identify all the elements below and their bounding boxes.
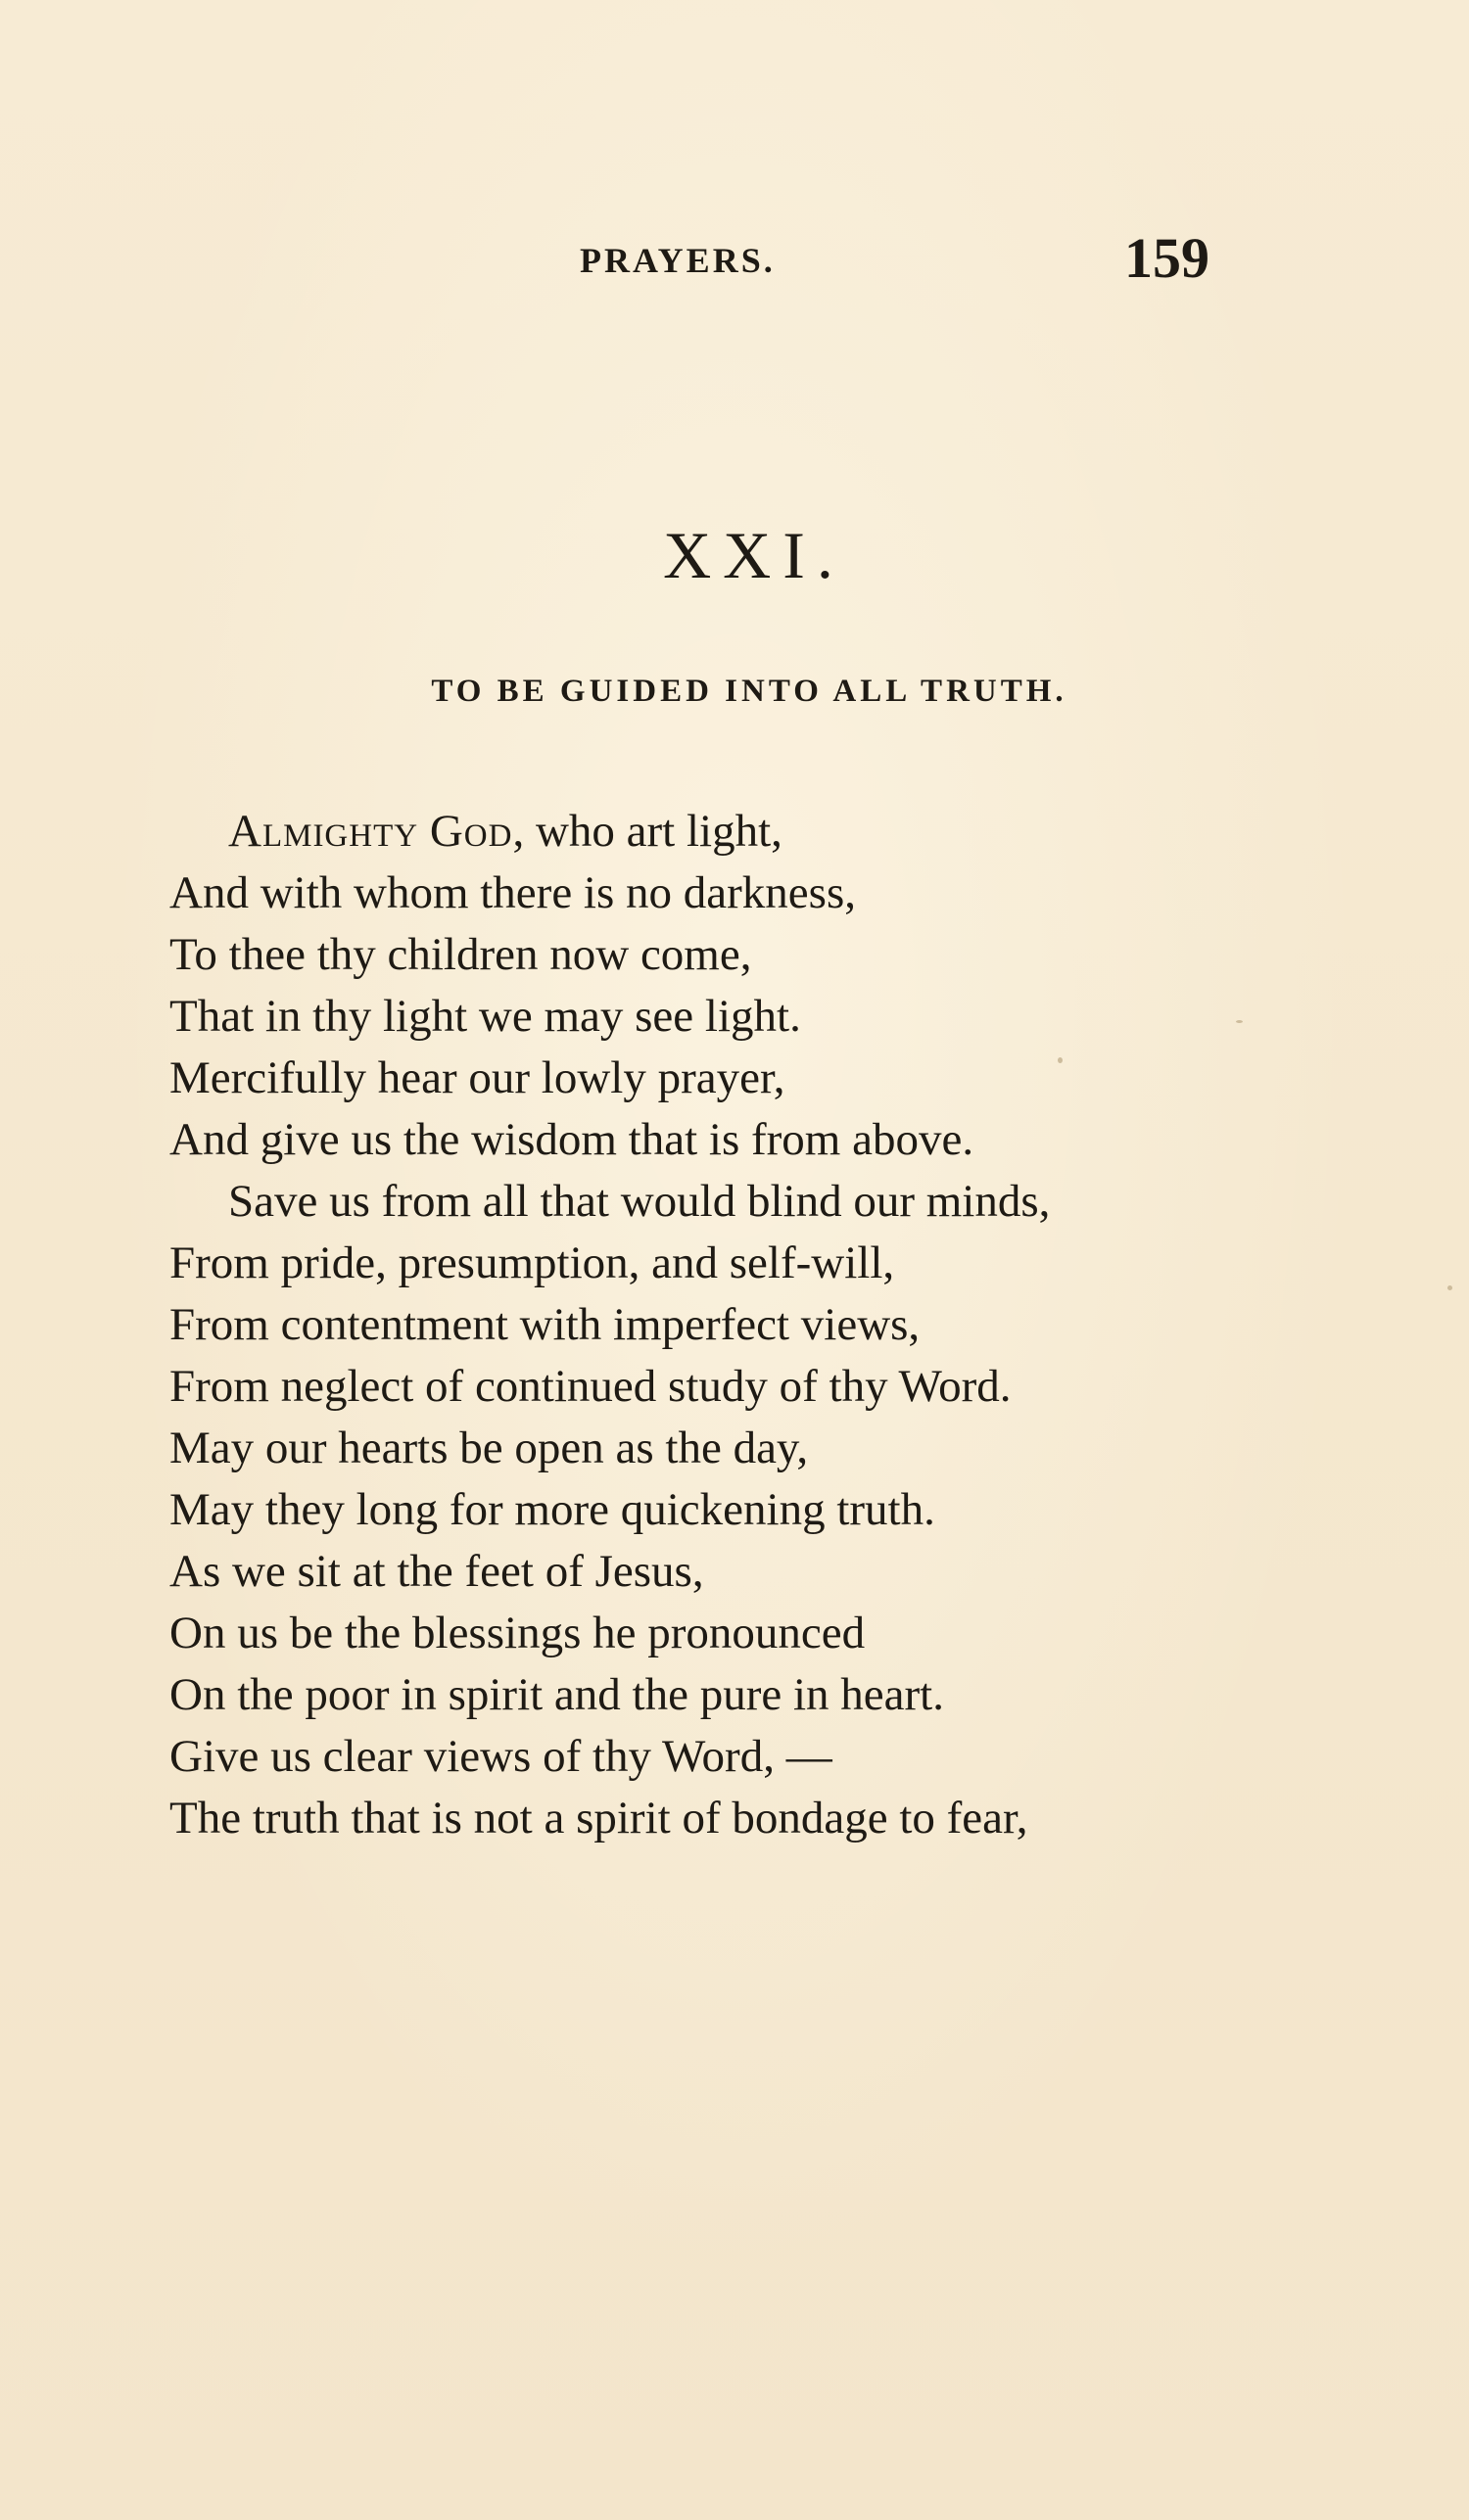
verse-line: May our hearts be open as the day, <box>169 1423 809 1473</box>
verse-line: From contentment with imperfect views, <box>169 1299 921 1350</box>
verse-line: And with whom there is no darkness, <box>169 867 856 918</box>
paper-speck <box>1058 1057 1063 1063</box>
verse-line: On the poor in spirit and the pure in heart. <box>169 1669 944 1720</box>
verse-line: Save us from all that would blind our minds, <box>228 1176 1051 1227</box>
page-number: 159 <box>1124 226 1209 290</box>
verse-line: That in thy light we may see light. <box>169 991 801 1042</box>
paper-speck <box>1236 1020 1243 1023</box>
prayer-text <box>169 801 1050 1849</box>
chapter-title: TO BE GUIDED INTO ALL TRUTH. <box>431 674 1067 709</box>
verse-line-text: , who art light, <box>512 806 782 857</box>
paper-speck <box>1447 1285 1452 1290</box>
running-head: PRAYERS. <box>580 241 776 280</box>
verse-line: To thee thy children now come, <box>169 929 752 980</box>
verse-smallcaps-word: Almighty <box>228 806 419 857</box>
verse-line: From neglect of continued study of thy Word. <box>169 1361 1012 1412</box>
verse-line: From pride, presumption, and self-will, <box>169 1237 895 1288</box>
verse-line: The truth that is not a spirit of bondage to fear, <box>169 1793 1028 1843</box>
verse-smallcaps-word: God <box>429 806 513 857</box>
verse-line: Give us clear views of thy Word, — <box>169 1731 832 1782</box>
verse-line <box>169 801 1050 863</box>
verse-line: May they long for more quickening truth. <box>169 1484 935 1535</box>
chapter-number: XXI. <box>663 518 845 592</box>
verse-line: Mercifully hear our lowly prayer, <box>169 1052 785 1103</box>
verse-line: On us be the blessings he pronounced <box>169 1608 866 1658</box>
verse-line: As we sit at the feet of Jesus, <box>169 1546 704 1597</box>
verse-line: And give us the wisdom that is from above. <box>169 1114 974 1165</box>
